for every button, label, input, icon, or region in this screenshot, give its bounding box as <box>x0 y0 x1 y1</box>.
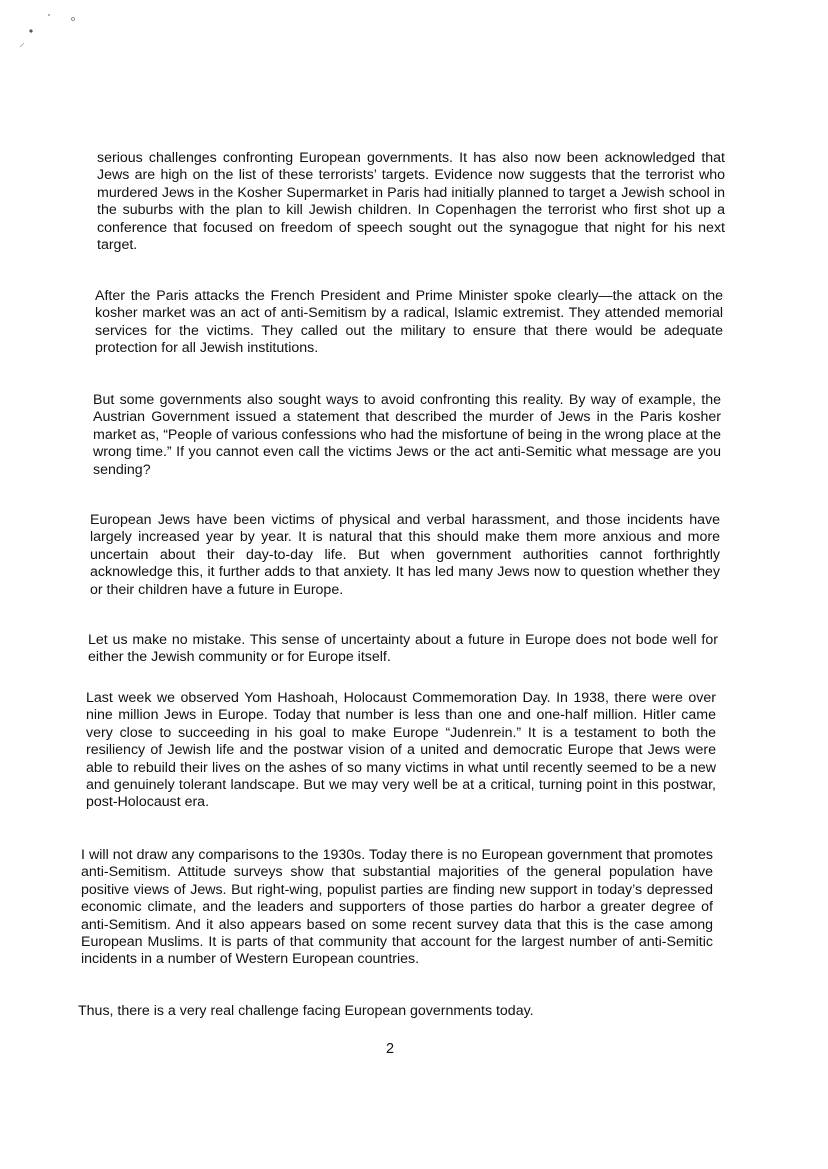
paragraph-4: European Jews have been victims of physical and verbal harassment, and those incidents have largely increased year by year. It is natural that this should make them more anxious and more uncertain about their day-to-day life. But when government authorities cannot forthrightly acknowledge this, it further adds to that anxiety. It has led many Jews now to question whether they or their children have a future in Europe. <box>90 512 720 598</box>
paragraph-6: Last week we observed Yom Hashoah, Holocaust Commemoration Day. In 1938, there were over nine million Jews in Europe. Today that number is less than one and one-half million. Hitler came very close to succeeding in his goal to make Europe “Judenrein.” It is a testament to both the resiliency of Jewish life and the postwar vision of a united and democratic Europe that Jews were able to rebuild their lives on the ashes of so many victims in what until recently seemed to be a new and genuinely tolerant landscape. But we may very well be at a critical, turning point in this postwar, post-Holocaust era. <box>86 690 716 811</box>
paragraph-7: I will not draw any comparisons to the 1930s. Today there is no European government that promotes anti-Semitism. Attitude surveys show that substantial majorities of the general population have positive views of Jews. But right-wing, populist parties are finding new support in today’s depressed economic climate, and the leaders and supporters of those parties do harbor a greater degree of anti-Semitism. And it also appears based on some recent survey data that this is the case among European Muslims. It is parts of that community that account for the largest number of anti-Semitic incidents in a number of Western European countries. <box>81 847 713 968</box>
paragraph-8: Thus, there is a very real challenge facing European governments today. <box>78 1003 534 1019</box>
paragraph-1: serious challenges confronting European governments. It has also now been acknowledged that Jews are high on the list of these terrorists’ targets. Evidence now suggests that the terrorist who murdered Jews in the Kosher Supermarket in Paris had initially planned to target a Jewish school in the suburbs with the plan to kill Jewish children. In Copenhagen the terrorist who first shot up a conference that focused on freedom of speech sought out the synagogue that night for his next target. <box>97 150 725 254</box>
paragraph-3: But some governments also sought ways to avoid confronting this reality. By way of example, the Austrian Government issued a statement that described the murder of Jews in the Paris kosher market as, “People of various confessions who had the misfortune of being in the wrong place at the wrong time.” If you cannot even call the victims Jews or the act anti-Semitic what message are you sending? <box>93 392 721 478</box>
scan-specks <box>18 10 88 50</box>
paragraph-2: After the Paris attacks the French President and Prime Minister spoke clearly—the attack on the kosher market was an act of anti-Semitism by a radical, Islamic extremist. They attended memorial services for the victims. They called out the military to ensure that there would be adequate protection for all Jewish institutions. <box>95 288 723 357</box>
paragraph-5: Let us make no mistake. This sense of uncertainty about a future in Europe does not bode well for either the Jewish community or for Europe itself. <box>88 632 718 666</box>
page-number: 2 <box>385 1041 395 1057</box>
